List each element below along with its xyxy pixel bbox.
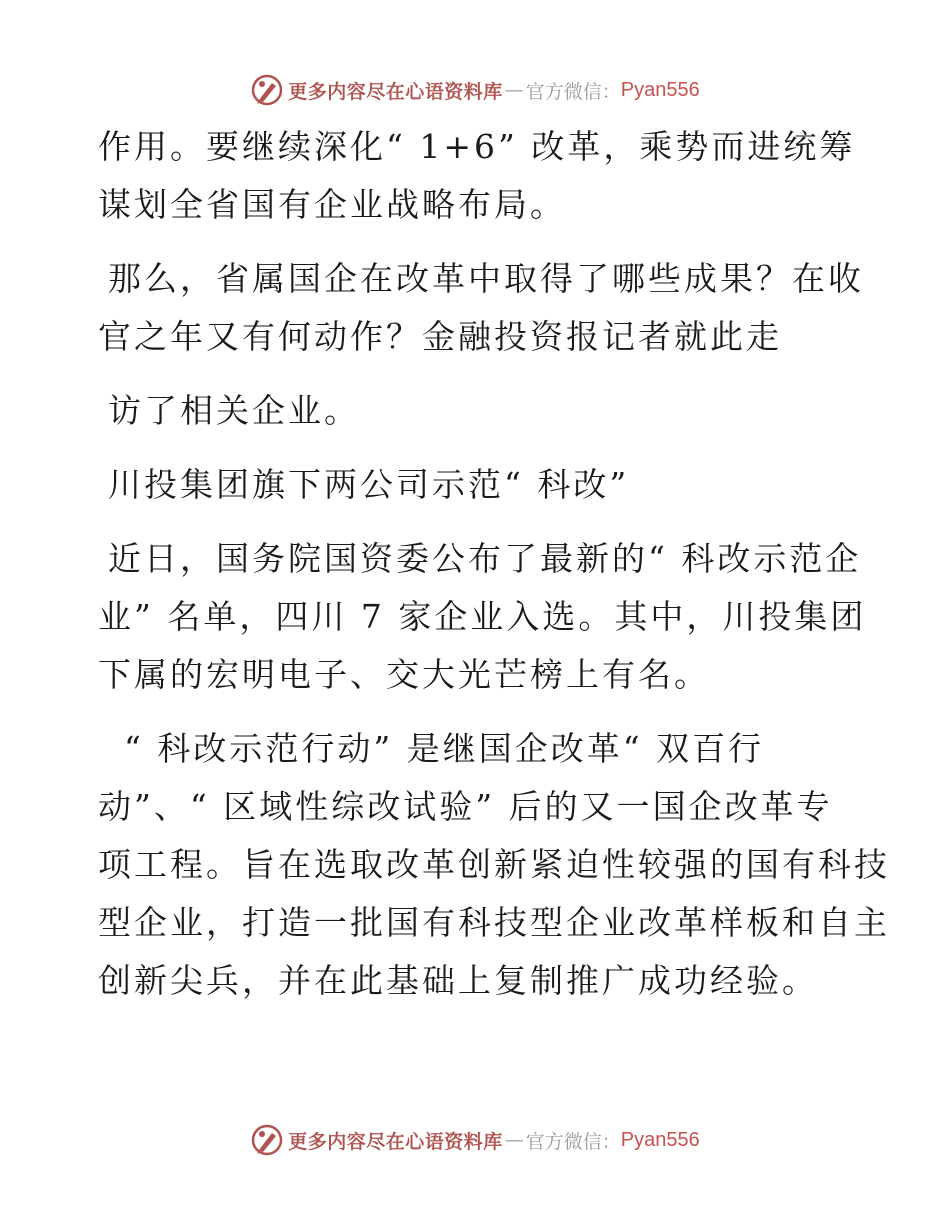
text-line: 业” 名单，四川 7 家企业入选。其中，川投集团 — [98, 597, 867, 636]
wechat-label: 官方微信： — [525, 80, 621, 103]
text-line: 访了相关企业。 — [108, 391, 360, 430]
wechat-label: 官方微信： — [525, 1130, 621, 1153]
banner-slogan: 更多内容尽在心语资料库 — [288, 80, 503, 103]
wechat-id: Pyan556 — [620, 78, 700, 101]
text-line: 那么，省属国企在改革中取得了哪些成果？在收 — [108, 259, 864, 298]
section-heading — [98, 456, 858, 514]
footer-banner — [0, 1120, 950, 1160]
pen-logo-icon — [250, 1123, 284, 1157]
banner-dash: — — [504, 1129, 524, 1151]
paragraph — [98, 720, 890, 1010]
text-line: 川投集团旗下两公司示范“ 科改” — [108, 465, 630, 504]
banner-dash: — — [504, 79, 524, 101]
text-line: 项工程。旨在选取改革创新紧迫性较强的国有科技 — [98, 845, 890, 884]
paragraph — [98, 118, 858, 234]
text-line: 型企业，打造一批国有科技型企业改革样板和自主 — [98, 903, 890, 942]
text-line: 动”、“ 区域性综改试验” 后的又一国企改革专 — [98, 787, 833, 826]
header-banner — [0, 70, 950, 110]
text-line: 下属的宏明电子、交大光芒榜上有名。 — [98, 655, 710, 694]
text-line: 谋划全省国有企业战略布局。 — [98, 185, 566, 224]
text-line: 创新尖兵，并在此基础上复制推广成功经验。 — [98, 961, 818, 1000]
paragraph — [98, 382, 858, 440]
paragraph — [98, 530, 867, 704]
text-line: 作用。要继续深化“ 1+6” 改革，乘势而进统筹 — [98, 127, 856, 166]
wechat-id: Pyan556 — [620, 1128, 700, 1151]
text-line: 官之年又有何动作？金融投资报记者就此走 — [98, 317, 782, 356]
paragraph — [98, 250, 864, 366]
pen-logo-icon — [250, 73, 284, 107]
document-body — [98, 118, 890, 1010]
text-line: 近日，国务院国资委公布了最新的“ 科改示范企 — [108, 539, 862, 578]
banner-slogan: 更多内容尽在心语资料库 — [288, 1130, 503, 1153]
text-line: “ 科改示范行动” 是继国企改革“ 双百行 — [124, 729, 765, 768]
